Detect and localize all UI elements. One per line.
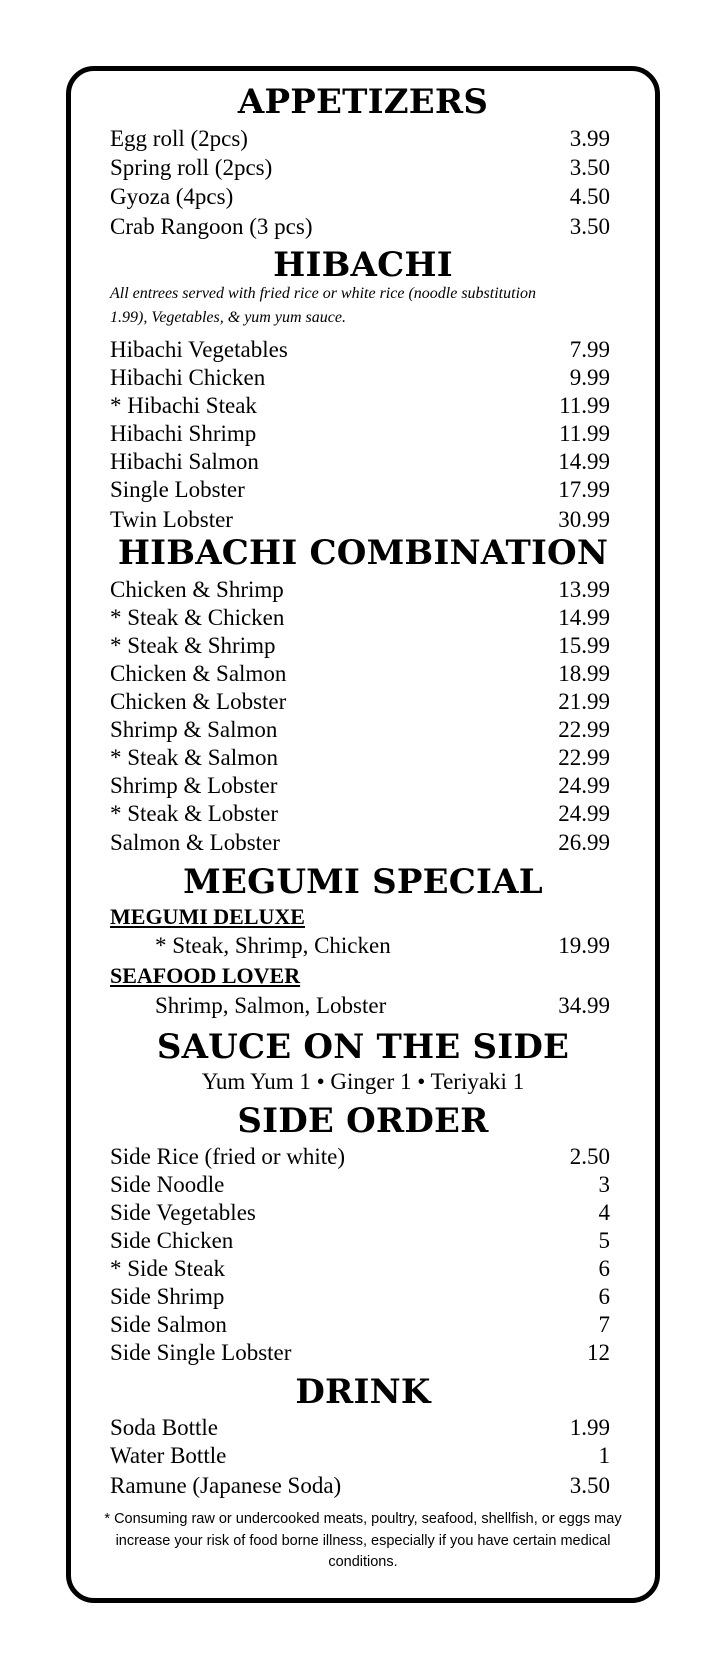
item-price: 6 <box>598 1256 610 1281</box>
item-price: 3.50 <box>569 155 610 180</box>
item-price: 34.99 <box>558 993 610 1018</box>
item-price: 1.99 <box>569 1415 610 1440</box>
seafood-lover-heading: SEAFOOD LOVER <box>110 963 301 988</box>
item-price: 13.99 <box>558 577 610 602</box>
item-price: 3.50 <box>569 1473 610 1498</box>
item-name: Salmon & Lobster <box>110 830 280 855</box>
item-name: Side Noodle <box>110 1172 225 1197</box>
item-price: 11.99 <box>559 393 610 418</box>
menu-item <box>110 716 610 744</box>
menu-item <box>110 1283 610 1311</box>
item-price: 1 <box>598 1443 610 1468</box>
item-price: 22.99 <box>558 717 610 742</box>
item-name: Water Bottle <box>110 1443 227 1468</box>
hibachi-note-line1: All entrees served with fried rice or white rice (noodle substitution <box>110 285 537 302</box>
item-price: 4.50 <box>569 184 610 209</box>
menu-item <box>110 1227 610 1255</box>
menu-item <box>110 632 610 660</box>
menu-item <box>110 800 610 828</box>
item-name: Chicken & Salmon <box>110 661 287 686</box>
item-name: Gyoza (4pcs) <box>110 184 234 209</box>
item-name: * Hibachi Steak <box>110 393 257 418</box>
item-name: Side Rice (fried or white) <box>110 1144 346 1169</box>
item-name: Hibachi Salmon <box>110 449 259 474</box>
item-name: * Steak & Salmon <box>110 745 279 770</box>
item-name: Side Vegetables <box>110 1200 256 1225</box>
appetizers-heading: APPETIZERS <box>237 82 489 122</box>
menu-item <box>110 1414 610 1442</box>
item-name: Ramune (Japanese Soda) <box>110 1473 342 1498</box>
menu-item <box>110 448 610 476</box>
item-name: Chicken & Shrimp <box>110 577 284 602</box>
drink-heading: DRINK <box>295 1372 431 1412</box>
megumi-deluxe-heading: MEGUMI DELUXE <box>110 904 305 929</box>
menu-item <box>110 183 610 211</box>
side-heading: SIDE ORDER <box>237 1101 489 1141</box>
item-price: 3 <box>598 1172 610 1197</box>
sauce-heading: SAUCE ON THE SIDE <box>156 1027 570 1067</box>
item-price: 2.50 <box>569 1144 610 1169</box>
item-price: 26.99 <box>558 830 610 855</box>
item-name: Shrimp & Salmon <box>110 717 278 742</box>
item-price: 11.99 <box>559 421 610 446</box>
item-name: Spring roll (2pcs) <box>110 155 273 180</box>
item-price: 21.99 <box>558 689 610 714</box>
disclaimer-line1: * Consuming raw or undercooked meats, poultry, seafood, shellfish, or eggs may <box>104 1511 622 1527</box>
item-name: * Steak & Chicken <box>110 605 285 630</box>
item-name: Side Single Lobster <box>110 1340 292 1365</box>
item-price: 15.99 <box>558 633 610 658</box>
menu-item <box>110 1171 610 1199</box>
item-name: Side Salmon <box>110 1312 227 1337</box>
menu-item <box>110 125 610 153</box>
menu-item <box>110 476 610 504</box>
item-name: Egg roll (2pcs) <box>110 126 248 151</box>
menu-item <box>110 1311 610 1339</box>
menu-item <box>110 1339 610 1367</box>
menu-item <box>110 604 610 632</box>
sauce-line: Yum Yum 1 • Ginger 1 • Teriyaki 1 <box>201 1069 525 1094</box>
menu-item <box>155 992 610 1020</box>
item-name: * Steak, Shrimp, Chicken <box>155 933 391 958</box>
menu-item <box>110 420 610 448</box>
menu-item <box>110 1143 610 1171</box>
combination-heading: HIBACHI COMBINATION <box>117 533 609 573</box>
menu-item <box>110 1255 610 1283</box>
item-price: 24.99 <box>558 801 610 826</box>
item-name: Side Shrimp <box>110 1284 225 1309</box>
item-name: Shrimp, Salmon, Lobster <box>155 993 387 1018</box>
item-price: 30.99 <box>558 507 610 532</box>
item-price: 22.99 <box>558 745 610 770</box>
item-name: Chicken & Lobster <box>110 689 287 714</box>
item-price: 5 <box>598 1228 610 1253</box>
menu-item <box>110 213 610 241</box>
item-price: 14.99 <box>558 449 610 474</box>
menu-item <box>110 576 610 604</box>
item-price: 7.99 <box>569 337 610 362</box>
item-name: * Side Steak <box>110 1256 225 1281</box>
hibachi-note-line2: 1.99), Vegetables, & yum yum sauce. <box>110 309 346 326</box>
menu-item <box>110 1442 610 1470</box>
item-price: 7 <box>598 1312 610 1337</box>
item-price: 3.50 <box>569 214 610 239</box>
special-heading: MEGUMI SPECIAL <box>183 862 543 902</box>
item-price: 19.99 <box>558 933 610 958</box>
item-name: Hibachi Shrimp <box>110 421 257 446</box>
item-price: 6 <box>598 1284 610 1309</box>
hibachi-heading: HIBACHI <box>273 245 453 285</box>
menu-item <box>110 772 610 800</box>
menu-item <box>110 829 610 857</box>
item-price: 24.99 <box>558 773 610 798</box>
item-price: 9.99 <box>569 365 610 390</box>
menu-item <box>110 154 610 182</box>
menu-item <box>110 744 610 772</box>
item-name: Crab Rangoon (3 pcs) <box>110 214 313 239</box>
disclaimer-line2: increase your risk of food borne illness, especially if you have certain medical conditions. <box>115 1533 611 1570</box>
item-price: 3.99 <box>569 126 610 151</box>
menu-item <box>110 336 610 364</box>
item-price: 12 <box>587 1340 610 1365</box>
menu-item <box>110 660 610 688</box>
item-name: Soda Bottle <box>110 1415 218 1440</box>
item-price: 4 <box>598 1200 610 1225</box>
item-name: Hibachi Vegetables <box>110 337 288 362</box>
item-name: Single Lobster <box>110 477 245 502</box>
item-name: Side Chicken <box>110 1228 234 1253</box>
menu-item <box>110 506 610 534</box>
item-price: 17.99 <box>558 477 610 502</box>
item-price: 18.99 <box>558 661 610 686</box>
menu-item <box>110 688 610 716</box>
menu-item <box>110 1472 610 1500</box>
item-name: Shrimp & Lobster <box>110 773 278 798</box>
item-name: * Steak & Shrimp <box>110 633 276 658</box>
item-name: Twin Lobster <box>110 507 233 532</box>
item-name: Hibachi Chicken <box>110 365 266 390</box>
item-name: * Steak & Lobster <box>110 801 278 826</box>
item-price: 14.99 <box>558 605 610 630</box>
menu-item <box>110 364 610 392</box>
menu-item <box>110 392 610 420</box>
menu-item <box>110 1199 610 1227</box>
menu-item <box>155 932 610 960</box>
